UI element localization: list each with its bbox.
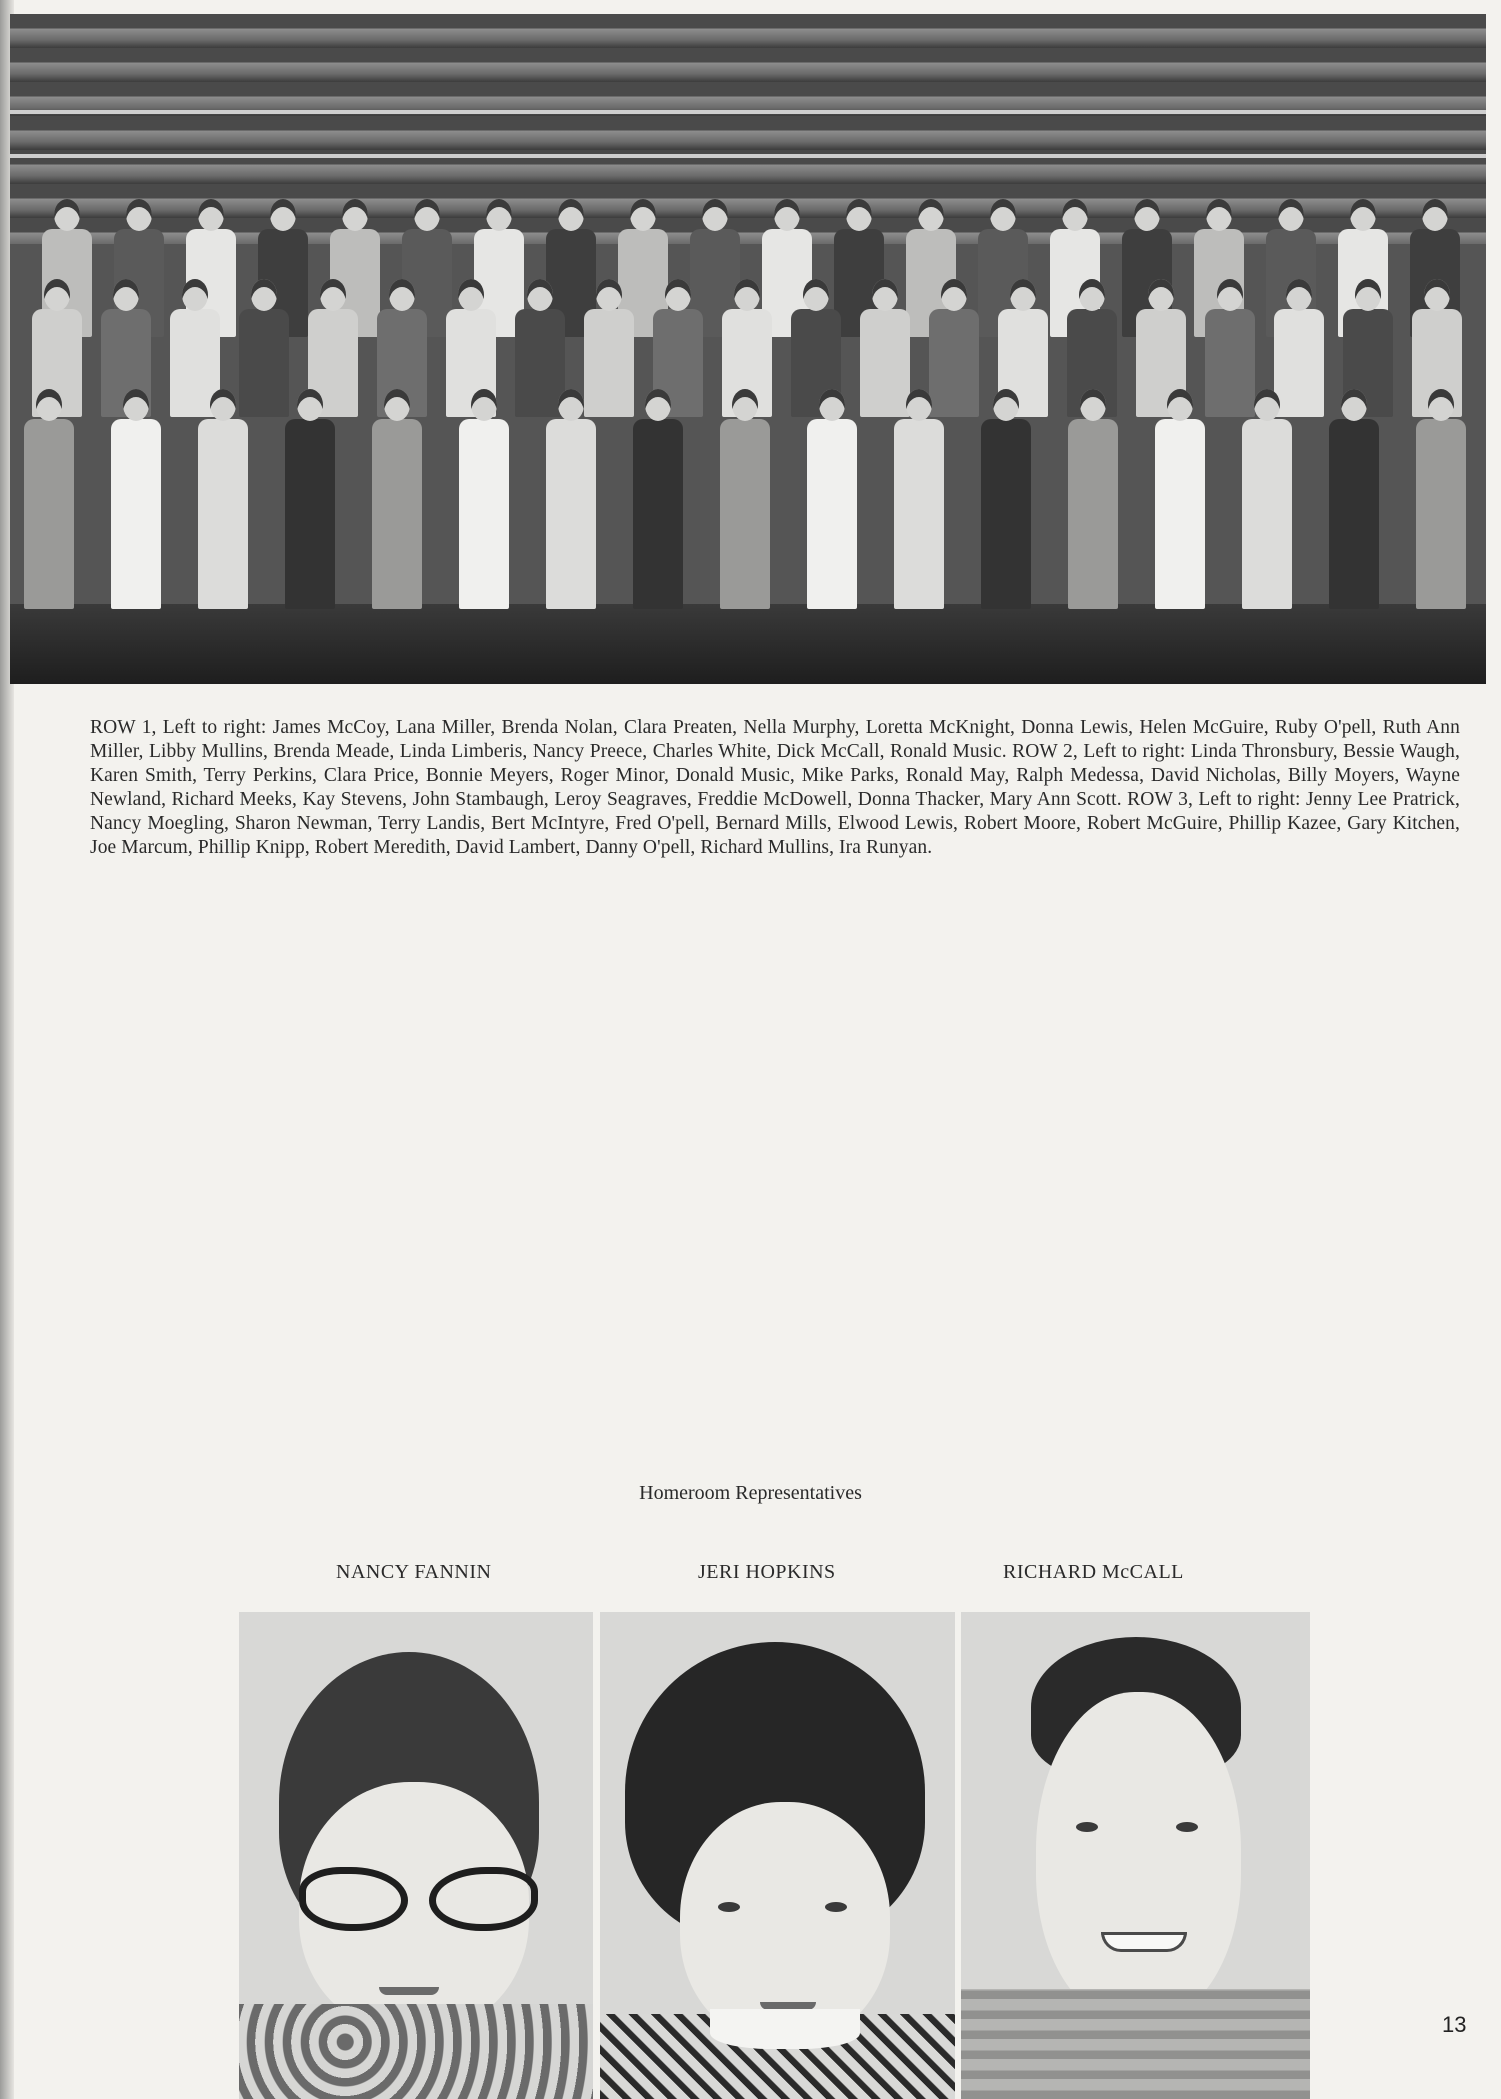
- student-figure: [890, 389, 946, 529]
- student-figure: [20, 389, 76, 529]
- student-figure: [542, 389, 598, 529]
- portrait-richard-mccall: [961, 1612, 1310, 2099]
- student-figure: [107, 389, 163, 529]
- gym-floor: [10, 604, 1486, 684]
- student-figure: [803, 389, 859, 529]
- student-figure: [1064, 389, 1120, 529]
- rep-name-3: RICHARD McCALL: [1003, 1561, 1184, 1583]
- group-caption: ROW 1, Left to right: James McCoy, Lana Miller, Brenda Nolan, Clara Preaten, Nella Murphy, Loretta McKnight, Donna Lewis, Helen McGuire, Ruby O'pell, Ruth Ann Miller, Libby Mullins, Brenda Meade, Linda Limberis, Nancy Preece, Charles White, Dick McCall, Ronald Music. ROW 2, Left to right: Linda Thronsbury, Bessie Waugh, Karen Smith, Terry Perkins, Clara Price, Bonnie Meyers, Roger Minor, Donald Music, Mike Parks, Ronald May, Ralph Medessa, David Nicholas, Billy Moyers, Wayne Newland, Richard Meeks, Kay Stevens, John Stambaugh, Leroy Seagraves, Freddie McDowell, Donna Thacker, Mary Ann Scott. ROW 3, Left to right: Jenny Lee Pratrick, Nancy Moegling, Sharon Newman, Terry Landis, Bert McIntyre, Fred O'pell, Bernard Mills, Elwood Lewis, Robert Moore, Robert McGuire, Phillip Kazee, Gary Kitchen, Joe Marcum, Phillip Knipp, Robert Meredith, David Lambert, Danny O'pell, Richard Mullins, Ira Runyan.: [90, 717, 1460, 858]
- student-figure: [1151, 389, 1207, 529]
- portrait-jeri-hopkins: [600, 1612, 955, 2099]
- student-figure: [281, 389, 337, 529]
- student-figure: [716, 389, 772, 529]
- rep-name-1: NANCY FANNIN: [336, 1561, 492, 1583]
- bleacher-rail: [10, 154, 1486, 158]
- student-figure: [368, 389, 424, 529]
- student-figure: [455, 389, 511, 529]
- student-figure: [977, 389, 1033, 529]
- rep-name-2: JERI HOPKINS: [698, 1561, 836, 1583]
- page-number: 13: [1442, 2012, 1467, 2037]
- student-figure: [194, 389, 250, 529]
- student-figure: [1325, 389, 1381, 529]
- student-figure: [1412, 389, 1468, 529]
- student-figure: [1238, 389, 1294, 529]
- student-figure: [629, 389, 685, 529]
- bleacher-rail: [10, 110, 1486, 114]
- portrait-nancy-fannin: [239, 1612, 593, 2099]
- group-photo: [10, 14, 1486, 684]
- representatives-title: Homeroom Representatives: [639, 1482, 862, 1504]
